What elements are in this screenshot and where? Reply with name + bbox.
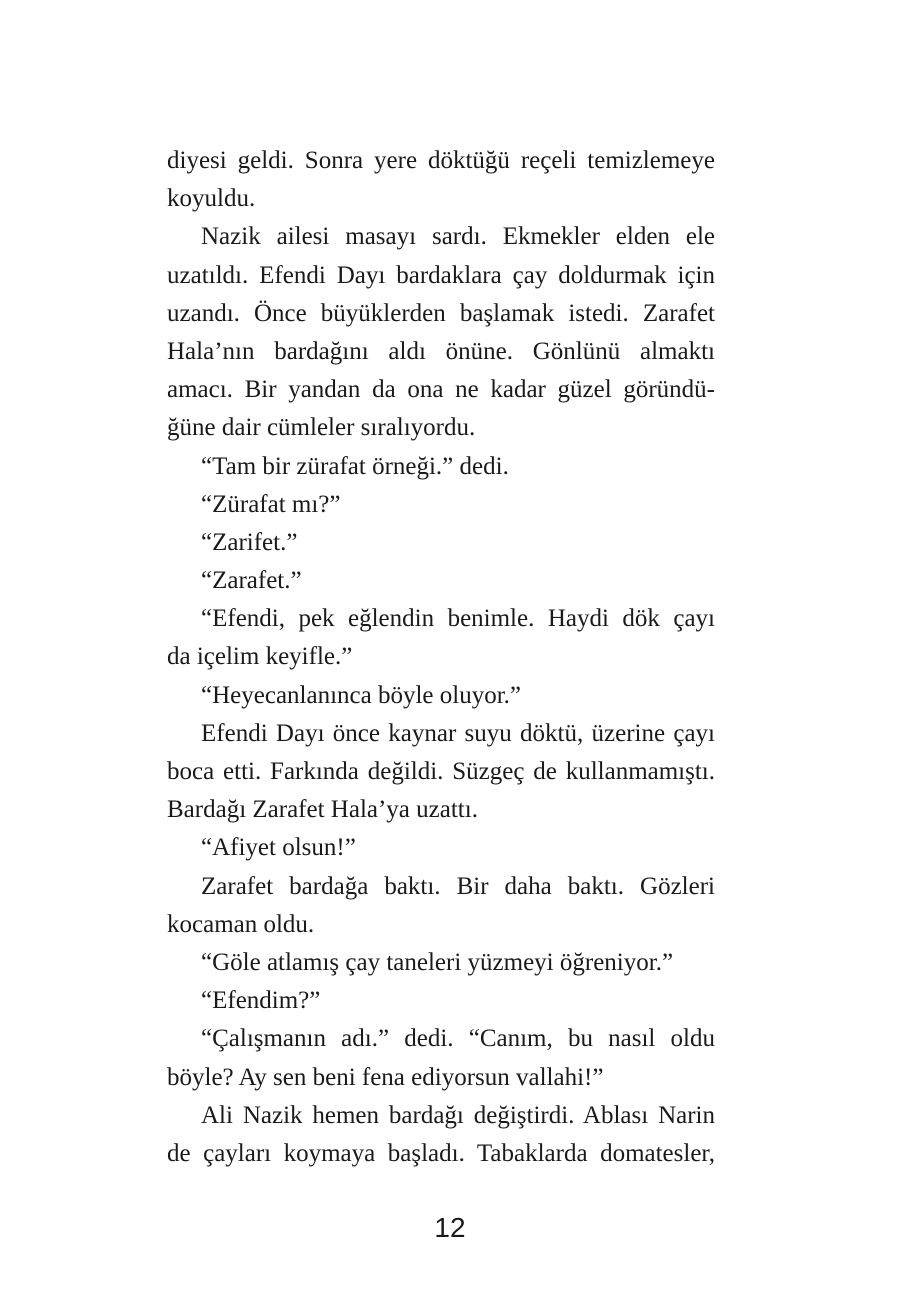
text-line: de çayları koymaya başladı. Tabaklarda domatesler, bbox=[167, 1139, 715, 1167]
text-line: diyesi geldi. Sonra yere döktüğü reçeli temizlemeye bbox=[167, 147, 715, 174]
text-line: amacı. Bir yandan da ona ne kadar güzel göründü- bbox=[167, 376, 715, 404]
text-line: “Afiyet olsun!” bbox=[201, 834, 356, 862]
text-line: koyuldu. bbox=[167, 185, 256, 213]
text-line: Nazik ailesi masayı sardı. Ekmekler elden ele bbox=[201, 223, 715, 251]
text-line: ğüne dair cümleler sıralıyordu. bbox=[167, 414, 476, 442]
text-line: Hala’nın bardağını aldı önüne. Gönlünü almaktı bbox=[167, 337, 715, 365]
text-line: Zarafet bardağa baktı. Bir daha baktı. Gözleri bbox=[201, 872, 715, 900]
text-line: da içelim keyifle.” bbox=[167, 643, 353, 671]
text-line: “Zarifet.” bbox=[201, 528, 298, 556]
text-line: “Tam bir zürafat örneği.” dedi. bbox=[201, 452, 509, 480]
text-line: Ali Nazik hemen bardağı değiştirdi. Ablası Narin bbox=[201, 1101, 715, 1129]
text-line: uzandı. Önce büyüklerden başlamak istedi. Zarafet bbox=[167, 299, 715, 327]
body-text bbox=[167, 142, 715, 1173]
text-line: “Zürafat mı?” bbox=[201, 490, 341, 518]
text-line: böyle? Ay sen beni fena ediyorsun vallahi!” bbox=[167, 1063, 604, 1091]
text-line: kocaman oldu. bbox=[167, 910, 315, 938]
text-line: Efendi Dayı önce kaynar suyu döktü, üzerine çayı bbox=[201, 719, 715, 747]
text-line: Bardağı Zarafet Hala’ya uzattı. bbox=[167, 796, 478, 824]
text-line: boca etti. Farkında değildi. Süzgeç de kullanmamıştı. bbox=[167, 758, 715, 785]
text-line: “Efendi, pek eğlendin benimle. Haydi dök çayı bbox=[201, 605, 715, 633]
text-line: uzatıldı. Efendi Dayı bardaklara çay doldurmak için bbox=[167, 261, 715, 289]
text-line: “Göle atlamış çay taneleri yüzmeyi öğreniyor.” bbox=[201, 948, 674, 976]
page-number: 12 bbox=[434, 1212, 466, 1243]
text-line: “Heyecanlanınca böyle oluyor.” bbox=[201, 681, 521, 709]
text-line: “Efendim?” bbox=[201, 987, 321, 1015]
text-line: “Çalışmanın adı.” dedi. “Canım, bu nasıl oldu bbox=[201, 1025, 715, 1053]
text-line: “Zarafet.” bbox=[201, 567, 302, 595]
